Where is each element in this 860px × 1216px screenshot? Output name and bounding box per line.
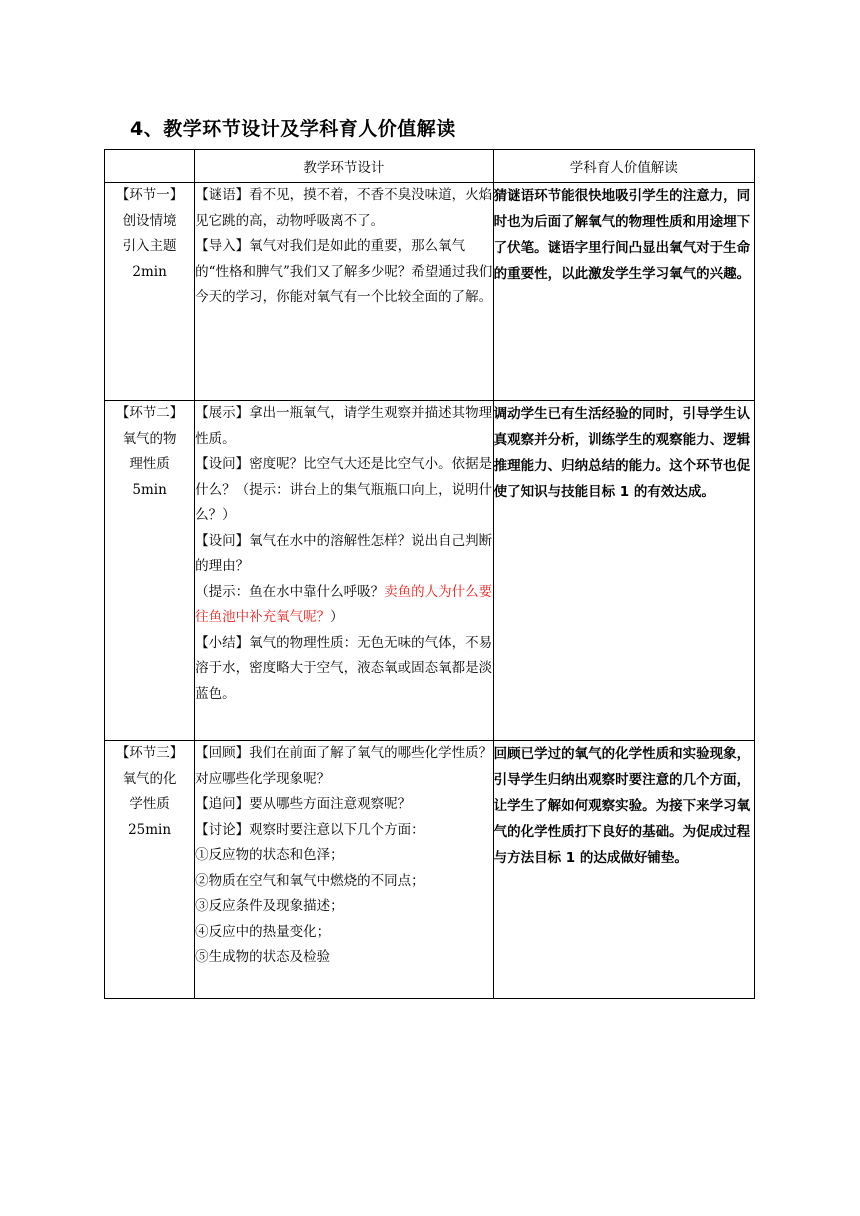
stage-cell — [105, 183, 195, 401]
design-paragraph: 【展示】拿出一瓶氧气，请学生观察并描述其物理性质。 — [195, 405, 493, 447]
design-list-item: ⑤生成物的状态及检验 — [195, 949, 331, 965]
stage-duration: 25min — [128, 821, 172, 838]
table-header-row — [105, 150, 755, 183]
stage-name: 引入主题 — [122, 238, 177, 254]
highlighted-text: 卖鱼的人为什么要往鱼池中补充氧气呢？ — [195, 583, 493, 625]
design-paragraph: 【设问】密度呢？比空气大还是比空气小。依据是什么？（提示：讲台上的集气瓶瓶口向上，说明什么？） — [195, 456, 493, 523]
design-paragraph: 【小结】氧气的物理性质：无色无味的气体，不易溶于水，密度略大于空气，液态氧或固态氧都是淡蓝色。 — [195, 634, 493, 702]
section-title: 4、教学环节设计及学科育人价值解读 — [130, 118, 456, 140]
design-paragraph: 【导入】氧气对我们是如此的重要，那么氧气的“性格和脾气”我们又了解多少呢？希望通过我们今天的学习，你能对氧气有一个比较全面的了解。 — [195, 238, 493, 305]
design-paragraph-hint — [195, 580, 492, 631]
design-paragraph: 【设问】氧气在水中的溶解性怎样？说出自己判断的理由？ — [195, 532, 493, 574]
table-row — [105, 401, 755, 741]
stage-name: 氧气的物 — [122, 430, 177, 447]
value-cell: 猜谜语环节能很快地吸引学生的注意力，同时也为后面了解氧气的物理性质和用途埋下了伏笔。谜语字里行间凸显出氧气对于生命的重要性，以此激发学生学习氧气的兴趣。 — [493, 183, 754, 401]
value-cell: 调动学生已有生活经验的同时，引导学生认真观察并分析，训练学生的观察能力、逻辑推理能力、归纳总结的能力。这个环节也促使了知识与技能目标 1 的有效达成。 — [493, 401, 754, 741]
value-cell: 回顾已学过的氧气的化学性质和实验现象，引导学生归纳出观察时要注意的几个方面，让学生了解如何观察实验。为接下来学习氧气的化学性质打下良好的基础。为促成过程与方法目标 1 的达成做好铺垫。 — [493, 741, 754, 999]
lesson-table — [104, 149, 755, 999]
stage-name: 学性质 — [129, 796, 170, 812]
stage-name: 创设情境 — [122, 212, 177, 229]
design-paragraph: 【回顾】我们在前面了解了氧气的哪些化学性质？对应哪些化学现象呢？ — [195, 745, 493, 787]
design-paragraph: 【追问】要从哪些方面注意观察呢？ — [195, 796, 412, 812]
stage-label: 【环节一】 — [115, 187, 184, 203]
stage-label: 【环节二】 — [115, 405, 184, 421]
stage-name: 理性质 — [129, 456, 170, 472]
stage-duration: 5min — [132, 481, 167, 498]
design-cell — [195, 401, 493, 741]
design-list-item: ②物质在空气和氧气中燃烧的不同点； — [195, 872, 425, 889]
design-paragraph: 【讨论】观察时要注意以下几个方面： — [195, 821, 425, 838]
table-row — [105, 741, 755, 999]
stage-duration: 2min — [132, 263, 167, 280]
table-row — [105, 183, 755, 401]
header-blank — [105, 150, 195, 183]
design-list-item: ①反应物的状态和色泽； — [195, 847, 344, 863]
header-design: 教学环节设计 — [195, 150, 493, 183]
header-value: 学科育人价值解读 — [493, 150, 754, 183]
stage-name: 氧气的化 — [122, 770, 177, 787]
stage-cell — [105, 741, 195, 999]
design-cell — [195, 183, 493, 401]
design-list-item: ④反应中的热量变化； — [195, 923, 331, 940]
hint-close: ） — [330, 609, 344, 625]
stage-label: 【环节三】 — [115, 745, 184, 761]
design-cell — [195, 741, 493, 999]
design-paragraph: 【谜语】看不见，摸不着，不香不臭没味道，火焰见它跳的高，动物呼吸离不了。 — [195, 187, 493, 229]
stage-cell — [105, 401, 195, 741]
hint-text: （提示：鱼在水中靠什么呼吸？ — [195, 583, 385, 600]
design-list-item: ③反应条件及现象描述； — [195, 898, 344, 914]
